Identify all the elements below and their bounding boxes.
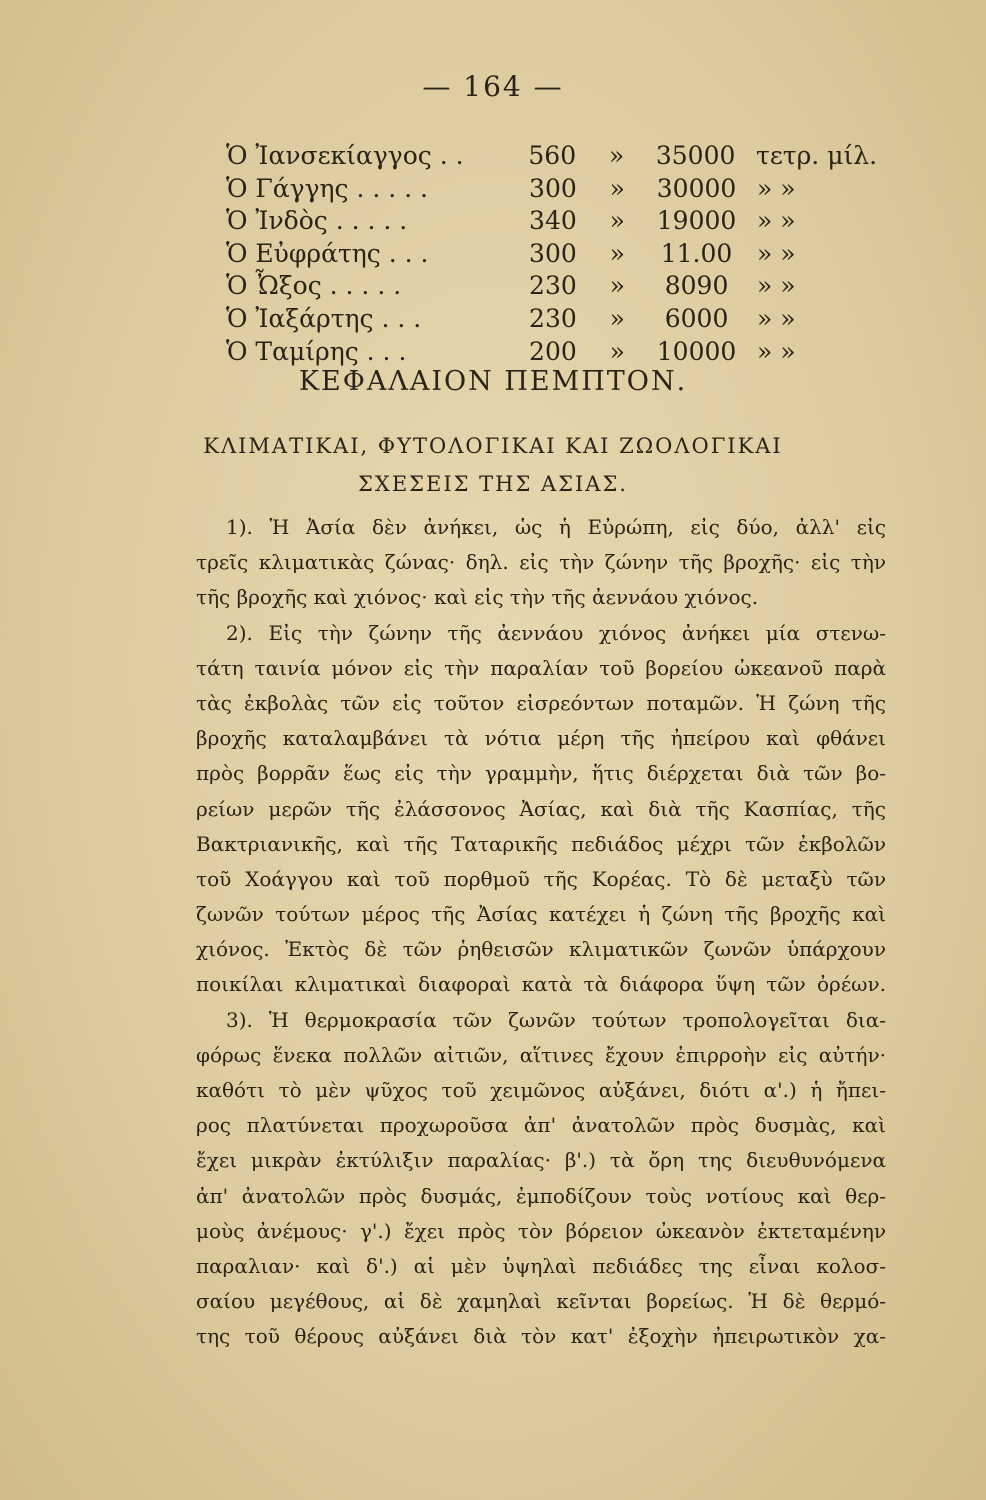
- river-row: [226, 238, 866, 271]
- text-line: ρείων μερῶν τῆς ἐλάσσονος Ἀσίας, καὶ διὰ τῆς Κασπίας, τῆς: [196, 796, 886, 821]
- ditto-mark: »: [609, 271, 625, 301]
- river-unit: » »: [757, 336, 796, 366]
- text-line: ἔχει μικρὰν ἐκτύλιξιν παραλίας· β'.) τὰ ὄρη της διευθυνόμενα: [196, 1148, 886, 1173]
- river-length: 560: [528, 141, 577, 170]
- river-row: [226, 336, 866, 369]
- river-area: 30000: [656, 173, 737, 203]
- page-number: — 164 —: [422, 70, 564, 103]
- river-area: 19000: [656, 206, 737, 236]
- river-area: 8090: [664, 271, 729, 301]
- text-line: μοὺς ἀνέμους· γ'.) ἔχει πρὸς τὸν βόρειον ὠκεανὸν ἐκτεταμένην: [196, 1218, 886, 1243]
- text-line: Βακτριανικῆς, καὶ τῆς Ταταρικῆς πεδιάδος μέχρι τῶν ἐκβολῶν: [196, 831, 886, 856]
- ditto-mark: »: [609, 336, 625, 366]
- text-line: 2). Εἰς τὴν ζώνην τῆς ἀεννάου χιόνος ἀνήκει μία στενω-: [226, 620, 886, 645]
- river-name: Ὁ Εὐφράτης . . .: [226, 238, 429, 268]
- river-unit: » »: [757, 271, 796, 301]
- text-line: ποικίλαι κλιματικαὶ διαφοραὶ κατὰ τὰ διάφορα ὕψη τῶν ὀρέων.: [196, 972, 886, 997]
- ditto-mark: »: [609, 303, 625, 333]
- text-line: τρεῖς κλιματικὰς ζώνας· δηλ. εἰς τὴν ζώνην τῆς βροχῆς· εἰς τὴν: [196, 550, 886, 575]
- river-area: 10000: [656, 336, 737, 366]
- river-area: 35000: [655, 141, 736, 170]
- river-length: 200: [529, 336, 577, 366]
- text-line: πρὸς βορρᾶν ἕως εἰς τὴν γραμμὴν, ἥτις διέρχεται διὰ τῶν βο-: [196, 761, 886, 786]
- river-length: 340: [529, 206, 577, 236]
- river-length: 300: [529, 173, 577, 203]
- river-name: Ὁ Ἰνδὸς . . . . .: [226, 206, 408, 236]
- river-row: [226, 205, 866, 238]
- river-unit: » »: [757, 206, 796, 236]
- river-unit: τετρ. μίλ.: [756, 141, 878, 170]
- river-name: Ὁ Ἰαξάρτης . . .: [226, 303, 422, 333]
- river-row: [226, 270, 866, 303]
- ditto-mark: »: [609, 238, 625, 268]
- river-row: [226, 173, 866, 206]
- chapter-subtitle-line-1: ΚΛΙΜΑΤΙΚΑΙ, ΦΥΤΟΛΟΓΙΚΑΙ ΚΑΙ ΖΩΟΛΟΓΙΚΑΙ: [203, 434, 783, 458]
- river-unit: » »: [757, 173, 796, 203]
- text-line: τὰς ἐκβολὰς τῶν εἰς τοῦτον εἰσρεόντων ποταμῶν. Ἡ ζώνη τῆς: [196, 690, 886, 715]
- text-line: της τοῦ θέρους αὐξάνει διὰ τὸν κατ' ἐξοχὴν ἠπειρωτικὸν χα-: [196, 1324, 886, 1349]
- river-length: 230: [529, 303, 577, 333]
- river-length: 230: [529, 271, 577, 301]
- river-unit: » »: [757, 238, 796, 268]
- chapter-subtitle-line-2: ΣΧΕΣΕΙΣ ΤΗΣ ΑΣΙΑΣ.: [358, 472, 628, 496]
- text-line: τῆς βροχῆς καὶ χιόνος· καὶ εἰς τὴν τῆς ἀεννάου χιόνος.: [196, 585, 759, 610]
- body-text: [196, 510, 886, 1355]
- text-line: φόρως ἕνεκα πολλῶν αἰτιῶν, αἵτινες ἔχουν ἐπιρροὴν εἰς αὐτήν·: [196, 1042, 886, 1067]
- text-line: χιόνος. Ἐκτὸς δὲ τῶν ῥηθεισῶν κλιματικῶν ζωνῶν ὑπάρχουν: [196, 937, 886, 962]
- text-line: παραλιαν· καὶ δ'.) αἱ μὲν ὑψηλαὶ πεδιάδες της εἶναι κολοσ-: [196, 1253, 886, 1278]
- text-line: τάτη ταινία μόνον εἰς τὴν παραλίαν τοῦ βορείου ὠκεανοῦ παρὰ: [196, 655, 886, 680]
- text-line: ἀπ' ἀνατολῶν πρὸς δυσμάς, ἐμποδίζουν τοὺς νοτίους καὶ θερ-: [196, 1183, 886, 1208]
- river-length: 300: [529, 238, 577, 268]
- river-name: Ὁ Ἰανσεκίαγγος . .: [226, 141, 464, 170]
- text-line: σαίου μεγέθους, αἱ δὲ χαμηλαὶ κεῖνται βορείως. Ἡ δὲ θερμό-: [196, 1289, 886, 1314]
- river-row: [226, 303, 866, 336]
- text-line: τοῦ Χοάγγου καὶ τοῦ πορθμοῦ τῆς Κορέας. Τὸ δὲ μεταξὺ τῶν: [196, 866, 886, 891]
- ditto-mark: »: [608, 141, 625, 170]
- chapter-title: ΚΕΦΑΛΑΙΟΝ ΠΕΜΠΤΟΝ.: [298, 366, 688, 397]
- river-row: [226, 140, 878, 173]
- river-table: [226, 140, 878, 368]
- river-name: Ὁ Ταμίρης . . .: [226, 336, 407, 366]
- river-area: 6000: [664, 303, 729, 333]
- river-unit: » »: [757, 303, 796, 333]
- river-area: 11.00: [660, 238, 733, 268]
- ditto-mark: »: [609, 206, 625, 236]
- river-name: Ὁ Ὦξος . . . . .: [226, 271, 402, 301]
- text-line: βροχῆς καταλαμβάνει τὰ νότια μέρη τῆς ἠπείρου καὶ φθάνει: [196, 726, 886, 751]
- text-line: 3). Ἡ θερμοκρασία τῶν ζωνῶν τούτων τροπολογεῖται δια-: [226, 1007, 886, 1032]
- text-line: ζωνῶν τούτων μέρος τῆς Ἀσίας κατέχει ἡ ζώνη τῆς βροχῆς καὶ: [196, 902, 886, 927]
- text-line: καθότι τὸ μὲν ψῦχος τοῦ χειμῶνος αὐξάνει, διότι α'.) ἡ ἤπει-: [196, 1078, 886, 1102]
- river-name: Ὁ Γάγγης . . . . .: [226, 173, 428, 203]
- text-line: ρος πλατύνεται προχωροῦσα ἀπ' ἀνατολῶν πρὸς δυσμὰς, καὶ: [196, 1113, 886, 1138]
- text-line: 1). Ἡ Ἀσία δὲν ἀνήκει, ὡς ἡ Εὐρώπη, εἰς δύο, ἀλλ' εἰς: [226, 515, 886, 539]
- ditto-mark: »: [609, 173, 625, 203]
